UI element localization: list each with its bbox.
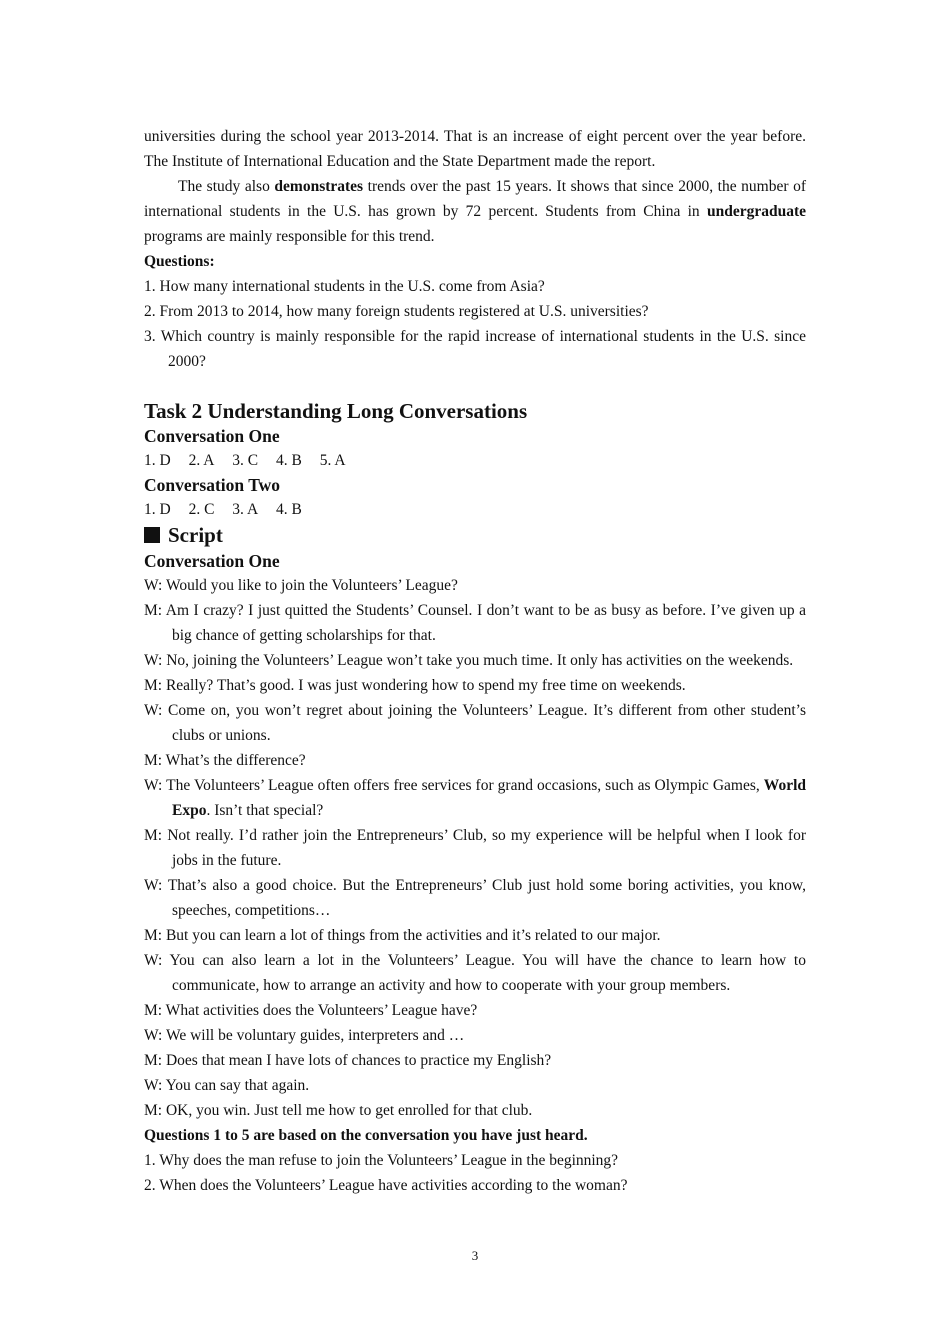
answer-item: 1. D	[144, 452, 171, 469]
question-item: 1. Why does the man refuse to join the Volunteers’ League in the beginning?	[144, 1152, 619, 1169]
dialogue-line: M: Does that mean I have lots of chances to practice my English?	[144, 1052, 552, 1069]
bold-term: demonstrates	[274, 178, 364, 195]
task-title: Task 2 Understanding Long Conversations	[144, 399, 528, 423]
script-heading: Script	[144, 522, 806, 549]
answer-item: 3. C	[232, 452, 259, 469]
answer-item: 2. C	[188, 501, 215, 518]
passage-paragraph-2: The study also demonstrates trends over the past 15 years. It shows that since 2000, the number of international students in the U.S. has grown by 72 percent. Students from China in undergraduate programs are mainly responsible for this trend.	[144, 178, 807, 245]
question-item: 3. Which country is mainly responsible for the rapid increase of international students in the U.S. since 2000?	[144, 328, 806, 370]
conversation-one-answers	[144, 448, 806, 473]
passage-paragraph-1: universities during the school year 2013-2014. That is an increase of eight percent over the year before. The Institute of International Education and the State Department made the report.	[144, 128, 806, 170]
script-questions-heading: Questions 1 to 5 are based on the conversation you have just heard.	[144, 1127, 588, 1144]
answer-item: 3. A	[232, 501, 259, 518]
bold-term: World Expo	[172, 777, 806, 819]
answer-item: 5. A	[319, 452, 346, 469]
page-number: 3	[471, 1248, 479, 1263]
dialogue-line: M: What’s the difference?	[144, 752, 306, 769]
conversation-one-title: Conversation One	[144, 426, 280, 446]
dialogue-line: W: You can say that again.	[144, 1077, 310, 1094]
bold-term: undergraduate	[706, 203, 806, 220]
answer-item: 4. B	[276, 501, 302, 518]
dialogue-line: W: Come on, you won’t regret about joining the Volunteers’ League. It’s different from other student’s clubs or unions.	[144, 702, 806, 744]
conversation-two-answers	[144, 497, 806, 522]
dialogue-line: W: You can also learn a lot in the Volunteers’ League. You will have the chance to learn how to communicate, how to arrange an activity and how to cooperate with your group members.	[144, 952, 806, 994]
square-bullet-icon	[144, 527, 160, 543]
answer-item: 1. D	[144, 501, 171, 518]
dialogue-line: M: But you can learn a lot of things from the activities and it’s related to our major.	[144, 927, 661, 944]
document-page	[144, 124, 806, 1198]
question-item: 1. How many international students in the U.S. come from Asia?	[144, 278, 545, 295]
dialogue-line: W: The Volunteers’ League often offers free services for grand occasions, such as Olympic Games, World Expo. Isn’t that special?	[144, 777, 806, 819]
dialogue-line: M: OK, you win. Just tell me how to get enrolled for that club.	[144, 1102, 533, 1119]
question-item: 2. When does the Volunteers’ League have activities according to the woman?	[144, 1177, 628, 1194]
answer-item: 2. A	[188, 452, 215, 469]
dialogue-line: M: Not really. I’d rather join the Entrepreneurs’ Club, so my experience will be helpful when I look for jobs in the future.	[144, 827, 806, 869]
answer-item: 4. B	[276, 452, 302, 469]
question-item: 2. From 2013 to 2014, how many foreign students registered at U.S. universities?	[144, 303, 649, 320]
dialogue-line: M: Am I crazy? I just quitted the Students’ Counsel. I don’t want to be as busy as before. I’ve given up a big chance of getting scholarships for that.	[144, 602, 806, 644]
dialogue-line: W: We will be voluntary guides, interpreters and …	[144, 1027, 465, 1044]
dialogue-line: M: What activities does the Volunteers’ League have?	[144, 1002, 478, 1019]
conversation-two-title: Conversation Two	[144, 475, 280, 495]
dialogue-line: W: That’s also a good choice. But the Entrepreneurs’ Club just hold some boring activities, you know, speeches, competitions…	[144, 877, 806, 919]
questions-heading: Questions:	[144, 253, 215, 270]
dialogue-line: W: Would you like to join the Volunteers’ League?	[144, 577, 458, 594]
dialogue-line: M: Really? That’s good. I was just wondering how to spend my free time on weekends.	[144, 677, 686, 694]
dialogue-line: W: No, joining the Volunteers’ League won’t take you much time. It only has activities on the weekends.	[144, 652, 794, 669]
script-conversation-title: Conversation One	[144, 551, 280, 571]
